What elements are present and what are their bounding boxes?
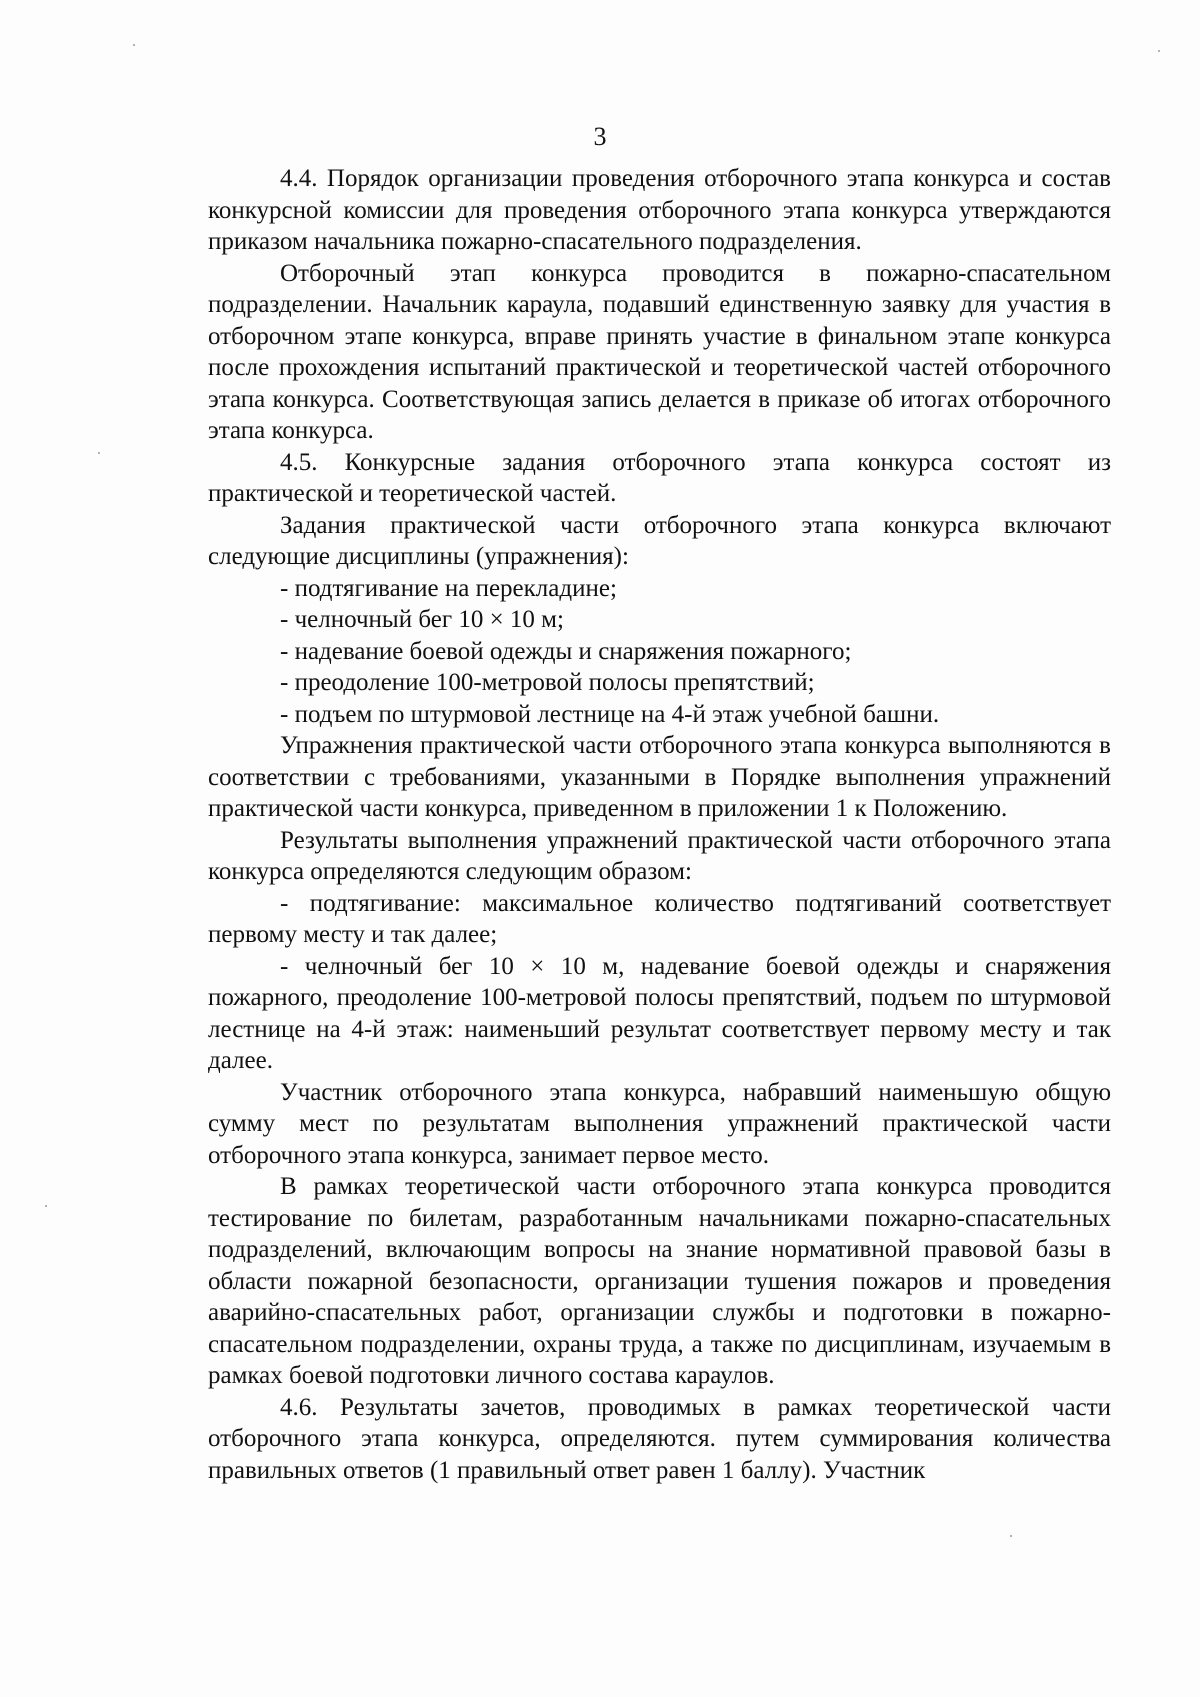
paragraph-practical-disciplines: Задания практической части отборочного этапа конкурса включают следующие дисциплины (упражнения):	[208, 511, 1111, 570]
paragraph-exercise-requirements: Упражнения практической части отборочного этапа конкурса выполняются в соответствии с требованиями, указанными в Порядке выполнения упражнений практической части конкурса, приведенном в приложении 1 к Положению.	[208, 732, 1111, 822]
scan-speck	[1158, 50, 1160, 52]
list-item-pullups: - подтягивание на перекладине;	[280, 574, 617, 602]
paragraph-4-6: 4.6. Результаты зачетов, проводимых в рамках теоретической части отборочного этапа конкурса, определяются. путем суммирования количества правильных ответов (1 правильный ответ равен 1 баллу). Участник	[208, 1393, 1111, 1484]
list-item-shuttle-run: - челночный бег 10 × 10 м;	[280, 606, 564, 633]
paragraph-4-4: 4.4. Порядок организации проведения отборочного этапа конкурса и состав конкурсной комиссии для проведения отборочного этапа конкурса утверждаются приказом начальника пожарно-спасательного подразделения.	[208, 165, 1111, 255]
list-item-obstacle-course: - преодоление 100-метровой полосы препятствий;	[280, 669, 815, 696]
paragraph-theory-testing: В рамках теоретической части отборочного этапа конкурса проводится тестирование по билетам, разработанным начальниками пожарно-спасательных подразделений, включающим вопросы на знание нормативной правовой базы в области пожарной безопасности, организации тушения пожаров и проведения аварийно-спасательных работ, организации службы и подготовки в пожарно-спасательном подразделении, охраны труда, а также по дисциплинам, изучаемым в рамках боевой подготовки личного состава караулов.	[208, 1173, 1111, 1389]
scan-speck	[1010, 1535, 1012, 1537]
list-item-assault-ladder: - подъем по штурмовой лестнице на 4-й этаж учебной башни.	[280, 700, 940, 728]
scan-speck	[133, 44, 135, 46]
paragraph-results-method: Результаты выполнения упражнений практической части отборочного этапа конкурса определяются следующим образом:	[208, 826, 1111, 885]
list-item-pullups-result: - подтягивание: максимальное количество подтягиваний соответствует первому месту и так далее;	[208, 889, 1111, 948]
paragraph-selection-stage: Отборочный этап конкурса проводится в пожарно-спасательном подразделении. Начальник караула, подавший единственную заявку для участия в отборочном этапе конкурса, вправе принять участие в финальном этапе конкурса после прохождения испытаний практической и теоретической частей отборочного этапа конкурса. Соответствующая запись делается в приказе об итогах отборочного этапа конкурса.	[208, 259, 1111, 444]
page-number: 3	[593, 122, 607, 151]
list-item-timed-results: - челночный бег 10 × 10 м, надевание боевой одежды и снаряжения пожарного, преодоление 100-метровой полосы препятствий, подъем по штурмовой лестнице на 4-й этаж: наименьший результат соответствует первому месту и так далее.	[208, 952, 1111, 1074]
scan-speck	[98, 452, 100, 454]
paragraph-4-5: 4.5. Конкурсные задания отборочного этапа конкурса состоят из практической и теоретической частей.	[208, 448, 1111, 507]
list-item-gear: - надевание боевой одежды и снаряжения пожарного;	[280, 637, 852, 665]
scan-speck	[45, 1205, 47, 1207]
paragraph-first-place: Участник отборочного этапа конкурса, набравший наименьшую общую сумму мест по результатам выполнения упражнений практической части отборочного этапа конкурса, занимает первое место.	[208, 1078, 1111, 1169]
document-body	[208, 163, 1111, 1486]
